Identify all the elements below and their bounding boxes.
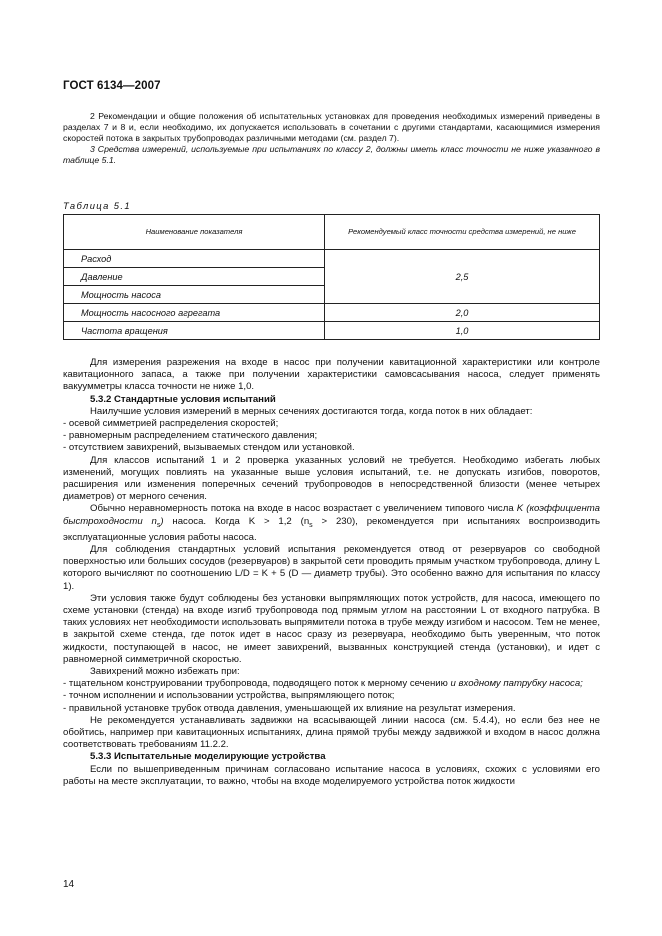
text-run: ) [160,515,164,527]
text-run: насоса. Когда K > 1,2 (n [163,515,310,527]
list-item: - точном исполнении и использовании устройства, выпрямляющего поток; [63,690,395,702]
row-name: Давление [64,268,325,286]
main-text [63,357,600,788]
table-5-1 [63,214,600,340]
paragraph: Если по вышеприведенным причинам согласовано испытание насоса в условиях, схожих с условиями его работы на месте эксплуатации, то важно, чтобы на входе моделируемого устройства поток жидкости [63,763,600,787]
intro-notes [63,111,600,166]
list-item [63,678,600,690]
paragraph: Для соблюдения стандартных условий испытания рекомендуется отвод от резервуаров со свободной поверхностью или больших сосудов (резервуаров) в закрытой сети проводить прямым участком трубопровода, длину L которого вычисляют по соотношению L/D = K + 5 (D — диаметр трубы). Это особенно важно для испытания по классу 1). [63,543,600,592]
row-name: Частота вращения [64,322,325,340]
row-name: Мощность насосного агрегата [64,304,325,322]
paragraph: Завихрений можно избежать при: [90,665,240,677]
page-number: 14 [63,879,75,890]
row-name: Расход [64,250,325,268]
row-value: 1,0 [325,322,600,340]
table-row [64,322,600,340]
table-header-row [64,215,600,250]
header-indicator-name: Наименование показателя [64,215,325,250]
paragraph: Не рекомендуется устанавливать задвижки на всасывающей линии насоса (см. 5.4.4), но если без нее не обойтись, например при кавитационных испытаниях, длина прямой трубы между задвижкой и входом в насос должна соответствовать требованиям 11.2.2. [63,714,600,751]
subscript: s [156,521,161,529]
row-name: Мощность насоса [64,286,325,304]
table-row [64,250,600,268]
text-run: - тщательном конструировании трубопровода, подводящего поток к мерному сечению [63,678,451,690]
note-3: 3 Средства измерений, используемые при испытаниях по классу 2, должны иметь класс точности не ниже указанного в таблице 5.1. [63,144,600,165]
paragraph: Для классов испытаний 1 и 2 проверка указанных условий не требуется. Необходимо избегать любых изменений, могущих повлиять на указанные выше условия испытаний, т.е. не допускать изгибов, поворотов, расширения или изменения поперечных сечений трубопроводов в непосредственной близости (менее четырех диаметров) от мерного сечения. [63,454,600,503]
paragraph: Эти условия также будут соблюдены без установки выпрямляющих поток устройств, для насоса, имеющего по схеме установки (стенда) на входе изгиб трубопровода под прямым углом на расстоянии L от входного патрубка. В таких условиях нет необходимости использовать выпрямители потока в трубе между изгибом и насосом. Тем не менее, в закрытой схеме стенда, где поток идет в насос сразу из резервуара, необходимо быть уверенным, что поток жидкости, поступающей в насос, не имеет завихрений, вызванных конструкцией стенда (установки), и идет с равномерной симметричной скоростью. [63,592,600,665]
list-item: - равномерным распределением статического давления; [63,430,318,442]
header-accuracy-class: Рекомендуемый класс точности средства измерений, не ниже [325,215,600,250]
text-run: > 230), рекомендуется при испытаниях воспроизводить эксплуатационные условия работы насоса. [63,515,600,543]
section-heading-5-3-3: 5.3.3 Испытательные моделирующие устройства [90,751,326,763]
section-heading-5-3-2: 5.3.2 Стандартные условия испытаний [90,393,276,405]
row-value-group: 2,5 [325,250,600,304]
row-value: 2,0 [325,304,600,322]
text-run: K (коэффициента быстроходности n [63,503,600,527]
subscript: s [309,521,313,529]
note-2: 2 Рекомендации и общие положения об испытательных установках для проведения необходимых измерений приведены в разделах 7 и 8 и, если необходимо, их допускается использовать в сочетании с другими стандартами, касающимися измерения скоростей потока в закрытых трубопроводах различными методами (см. раздел 7). [63,111,600,143]
text-run: и входному патрубку насоса; [450,678,583,690]
paragraph: Наилучшие условия измерений в мерных сечениях достигаются тогда, когда поток в них обладает: [90,405,533,417]
paragraph: Для измерения разрежения на входе в насос при получении кавитационной характеристики или контроле кавитационного запаса, а также при получении характеристики самовсасывания насоса, следует применять вакуумметры класса точности не ниже 1,0. [63,357,600,393]
table-row [64,304,600,322]
list-item: - осевой симметрией распределения скоростей; [63,418,279,430]
paragraph-specific-speed [63,503,600,544]
standard-header: ГОСТ 6134—2007 [63,80,161,92]
table-caption: Таблица 5.1 [63,200,132,211]
list-item: - правильной установке трубок отвода давления, уменьшающей их влияние на результат измерения. [63,702,516,714]
list-item: - отсутствием завихрений, вызываемых стендом или установкой. [63,442,355,454]
text-run: Обычно неравномерность потока на входе в насос возрастает с увеличением типового числа [90,503,517,515]
